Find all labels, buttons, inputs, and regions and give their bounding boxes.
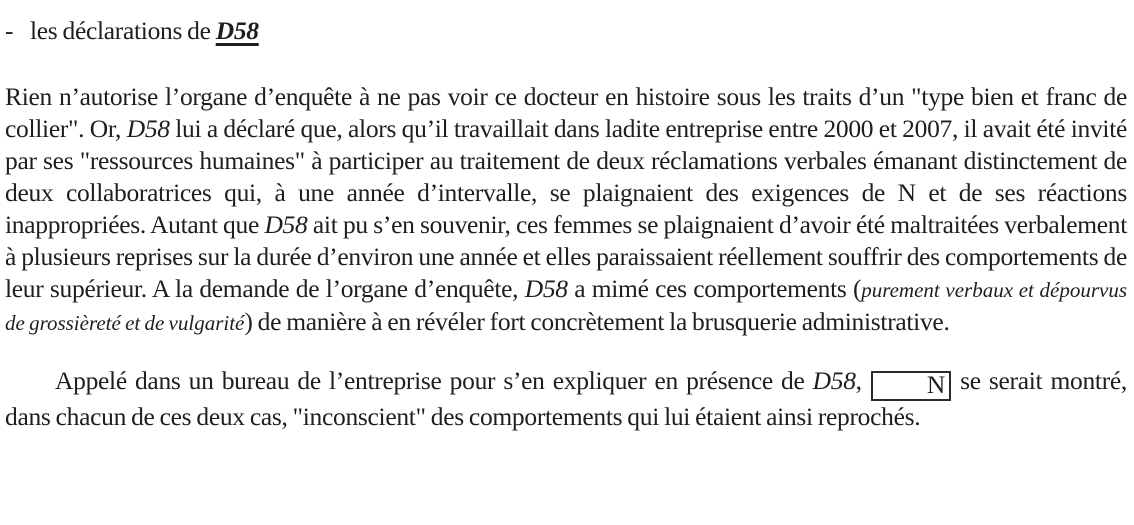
text-run: N <box>871 371 951 401</box>
text-run: se serait montré, dans chacun de ces deux cas, "inconscient" des comportements qui lui étaient ainsi reprochés. <box>5 366 1127 431</box>
text-run: D58 <box>524 274 568 303</box>
text-run: ) de manière à en révéler fort concrètement la brusquerie administrative. <box>244 307 950 336</box>
text-run: D58 <box>264 210 308 239</box>
bullet-text <box>30 16 259 45</box>
text-run: D58 <box>812 366 856 395</box>
text-run: D58 <box>126 114 170 143</box>
list-item-declarations <box>5 15 1127 47</box>
text-run: les déclarations de <box>30 16 216 45</box>
bullet-marker: - <box>5 16 14 45</box>
text-run: purement verbaux et dépourvus de grossièreté et de vulgarité <box>5 278 1127 335</box>
paragraph-second <box>5 365 1127 433</box>
text-run: Appelé dans un bureau de l’entreprise pour s’en expliquer en présence de <box>55 366 813 395</box>
text-run: D58 <box>215 16 259 45</box>
text-run: a mimé ces comportements ( <box>567 274 862 303</box>
text-run: lui a déclaré que, alors qu’il travaillait dans ladite entreprise entre 2000 et 2007, il avait été invité par ses "ressources humaines" à participer au traitement de deux réclamations verbales émanant distinctement de deux collaboratrices qui, à une année d’intervalle, se plaignaient des exigences de N et de ses réactions inappropriées. Autant que <box>5 114 1127 239</box>
text-run: ait pu s’en souvenir, ces femmes se plaignaient d’avoir été maltraitées verbalement à plusieurs reprises sur la durée d’environ une année et elles paraissaient réellement souffrir des comportements de leur supérieur. A la demande de l’organe d’enquête, <box>5 210 1127 303</box>
text-run: Rien n’autorise l’organe d’enquête à ne pas voir ce docteur en histoire sous les traits d’un "type bien et franc de collier". Or, <box>5 82 1127 143</box>
text-run: , <box>855 366 870 395</box>
paragraph-main <box>5 81 1127 339</box>
